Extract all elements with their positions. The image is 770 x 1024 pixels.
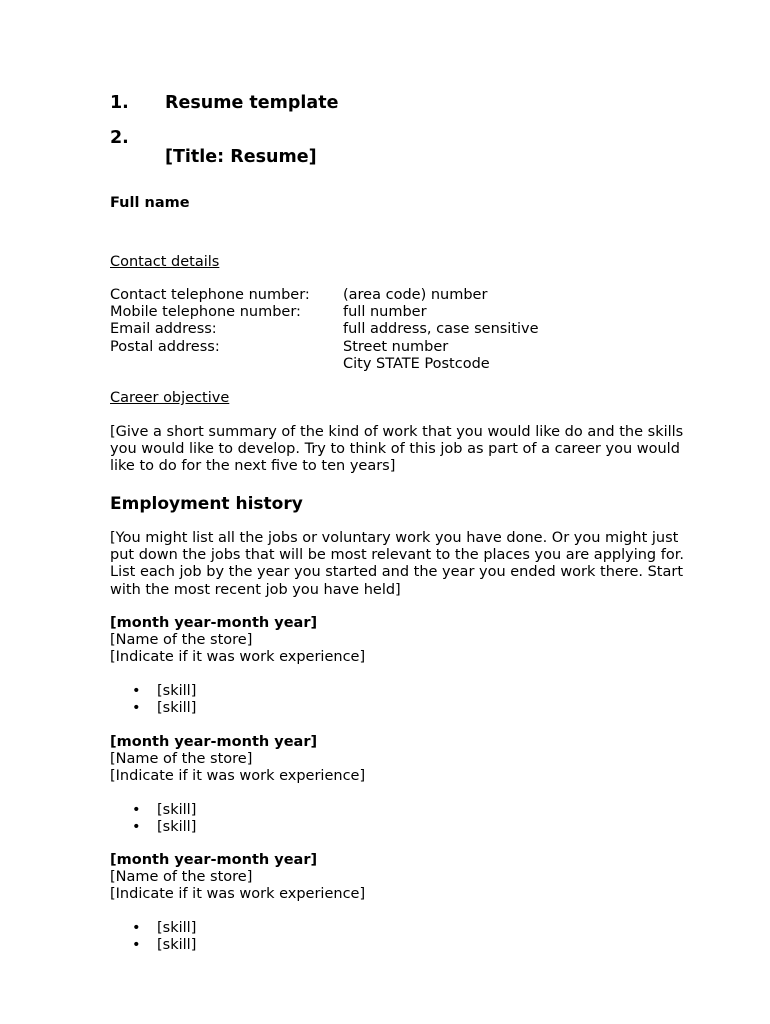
contact-value: City STATE Postcode: [343, 355, 490, 372]
job-entry: [110, 615, 365, 717]
skill-list: [110, 920, 365, 954]
job-note: [Indicate if it was work experience]: [110, 768, 366, 785]
job-store: [Name of the store]: [110, 751, 253, 768]
contact-label: Mobile telephone number:: [110, 304, 301, 321]
contact-value: full number: [343, 304, 427, 321]
employment-history-heading: Employment history: [110, 494, 303, 514]
contact-details: [110, 287, 539, 373]
career-objective-text: [Give a short summary of the kind of work that you would like do and the skills you would like to develop. Try to think of this job as part of a career you would like to do for the next five to ten years]: [110, 424, 684, 475]
job-entry: [110, 734, 365, 836]
numbered-heading-2: [110, 128, 165, 148]
skill-list: [110, 683, 365, 717]
contact-label: Email address:: [110, 321, 217, 338]
skill-item: • [skill]: [110, 700, 365, 717]
contact-row: [110, 321, 539, 338]
heading-text: Resume template: [165, 93, 339, 113]
skill-item: • [skill]: [110, 802, 365, 819]
contact-row: [110, 304, 539, 321]
contact-value: (area code) number: [343, 287, 488, 303]
numbered-heading-1: [110, 93, 338, 113]
job-store: [Name of the store]: [110, 632, 253, 649]
contact-row: [110, 356, 539, 373]
skill-list: [110, 802, 365, 836]
contact-value: Street number: [343, 338, 449, 355]
skill-item: • [skill]: [110, 819, 365, 836]
skill-item: • [skill]: [110, 937, 365, 954]
skill-item: • [skill]: [110, 920, 365, 937]
contact-value: full address, case sensitive: [343, 321, 539, 338]
job-store: [Name of the store]: [110, 869, 253, 886]
contact-row: [110, 339, 539, 356]
job-note: [Indicate if it was work experience]: [110, 649, 366, 666]
career-objective-heading: Career objective: [110, 390, 230, 406]
heading-number: 2.: [110, 128, 129, 148]
job-note: [Indicate if it was work experience]: [110, 886, 366, 903]
contact-details-heading: Contact details: [110, 254, 220, 270]
skill-item: • [skill]: [110, 683, 365, 700]
job-dates: [month year-month year]: [110, 852, 318, 868]
job-entry: [110, 852, 365, 954]
job-dates: [month year-month year]: [110, 615, 318, 631]
employment-intro-text: [You might list all the jobs or voluntary work you have done. Or you might just put down the jobs that will be most relevant to the places you are applying for. List each job by the year you started and the year you ended work there. Start with the most recent job you have held]: [110, 530, 684, 598]
contact-label: [110, 356, 343, 373]
contact-row: [110, 287, 539, 304]
full-name: Full name: [110, 195, 190, 211]
document-title: [Title: Resume]: [165, 147, 317, 167]
contact-label: Contact telephone number:: [110, 287, 310, 303]
contact-label: Postal address:: [110, 338, 220, 355]
job-dates: [month year-month year]: [110, 734, 318, 750]
heading-number: 1.: [110, 93, 129, 113]
